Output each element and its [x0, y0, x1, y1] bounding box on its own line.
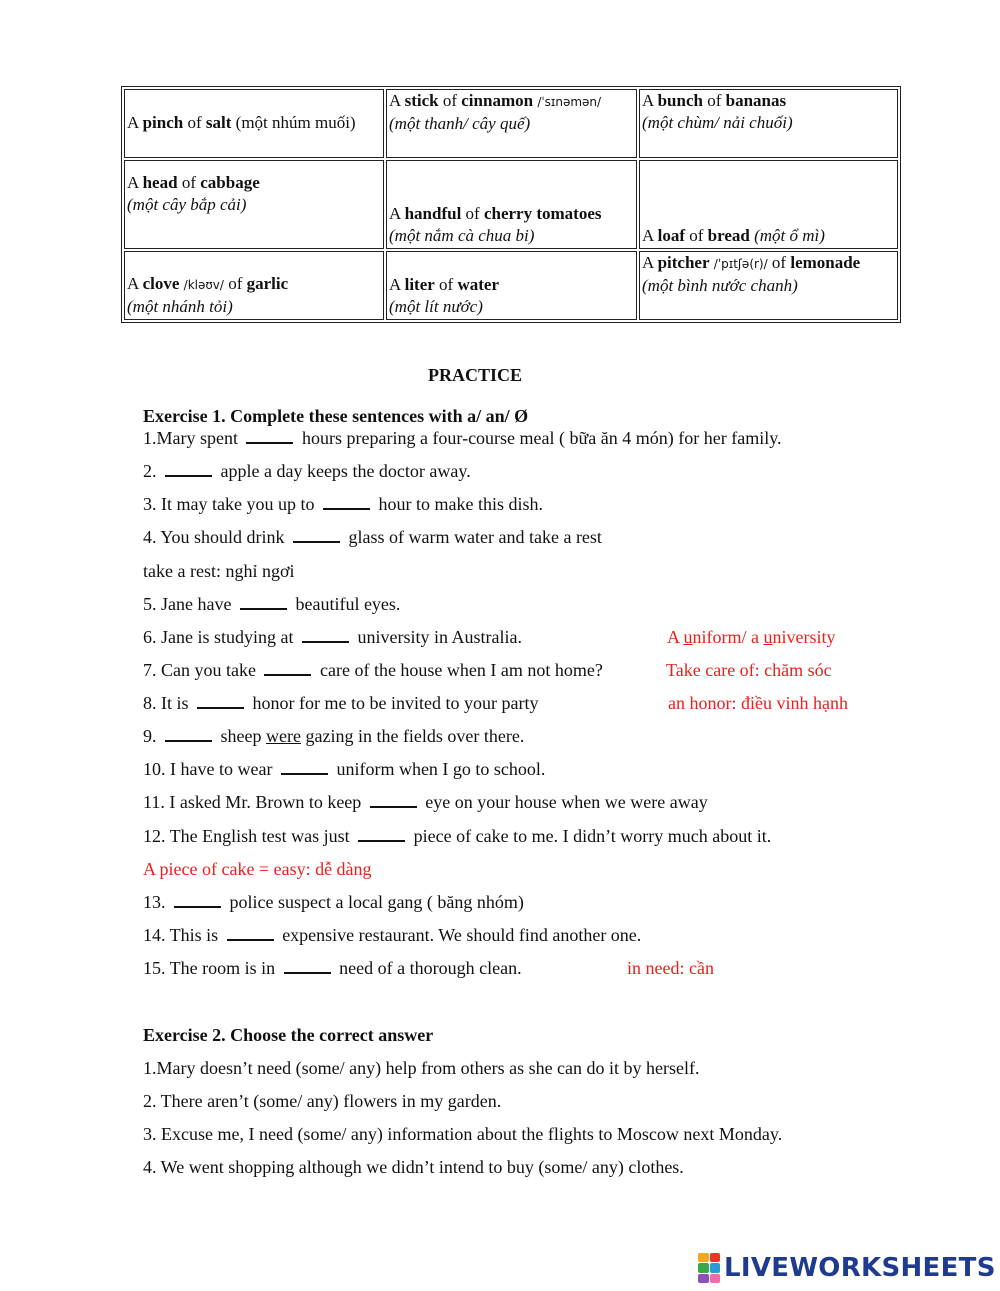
cell-article: A [389, 204, 405, 223]
note-piece-of-cake: A piece of cake = easy: dễ dàng [143, 859, 372, 879]
cell-translation: (một chùm/ nải chuối) [642, 113, 793, 132]
exercise2-sentence-2: 2. There aren’t (some/ any) flowers in my garden. [143, 1091, 502, 1111]
answer-blank[interactable] [293, 527, 340, 543]
table-cell [386, 160, 637, 249]
answer-blank[interactable] [165, 726, 212, 742]
table-cell [639, 251, 898, 320]
table-cell [386, 89, 637, 158]
cell-article: A [642, 253, 658, 272]
cell-article: A [127, 173, 143, 192]
exercise1-sentence-11: 11. I asked Mr. Brown to keep eye on your house when we were away [143, 792, 708, 812]
note-take-care: Take care of: chăm sóc [666, 660, 832, 680]
exercise1-note-rest: take a rest: nghỉ ngơi [143, 561, 295, 581]
answer-blank[interactable] [246, 428, 293, 444]
cell-translation: (một bình nước chanh) [642, 276, 798, 295]
answer-blank[interactable] [227, 925, 274, 941]
table-cell [386, 251, 637, 320]
exercise1-sentence-5: 5. Jane have beautiful eyes. [143, 594, 401, 614]
cell-ipa: /kləʊv/ [183, 278, 224, 292]
cell-noun: cherry tomatoes [483, 204, 602, 223]
cell-noun: cabbage [200, 173, 260, 192]
exercise1-sentence-4: 4. You should drink glass of warm water and take a rest [143, 527, 602, 547]
exercise1-sentence-14: 14. This is expensive restaurant. We should find another one. [143, 925, 642, 945]
table-cell [639, 89, 898, 158]
cell-noun: bananas [725, 91, 787, 110]
cell-noun: bread [707, 226, 750, 245]
exercise1-sentence-2: 2. apple a day keeps the doctor away. [143, 461, 471, 481]
exercise1-sentence-15: 15. The room is in need of a thorough clean. [143, 958, 522, 978]
cell-measure-word: head [142, 173, 178, 192]
cell-of: of [183, 113, 206, 132]
answer-blank[interactable] [323, 494, 370, 510]
practice-title: PRACTICE [427, 365, 522, 385]
cell-of: of [461, 204, 484, 223]
cell-translation: (một ổ mì) [749, 226, 825, 245]
cell-of: of [702, 91, 726, 110]
cell-noun: cinnamon [461, 91, 534, 110]
cell-measure-word: stick [404, 91, 439, 110]
cell-measure-word: liter [404, 275, 435, 294]
cell-translation: (một nhánh tỏi) [127, 297, 233, 316]
cell-measure-word: bunch [657, 91, 703, 110]
cell-of: of [223, 274, 247, 293]
cell-measure-word: clove [142, 274, 180, 293]
table-row [124, 89, 898, 158]
exercise2-heading: Exercise 2. Choose the correct answer [143, 1025, 434, 1045]
cell-article: A [389, 275, 405, 294]
cell-ipa: /ˈpɪtʃə(r)/ [713, 257, 768, 271]
exercise1-sentence-13: 13. police suspect a local gang ( băng nhóm) [143, 892, 524, 912]
cell-measure-word: pitcher [657, 253, 710, 272]
answer-blank[interactable] [174, 892, 221, 908]
logo-text: LIVEWORKSHEETS [724, 1253, 996, 1283]
note-uniform-university: A uniform/ a university [667, 627, 836, 647]
answer-blank[interactable] [165, 461, 212, 477]
exercise1-sentence-6: 6. Jane is studying at university in Australia. [143, 627, 522, 647]
table-cell [124, 89, 384, 158]
answer-blank[interactable] [358, 826, 405, 842]
exercise1-heading: Exercise 1. Complete these sentences with a/ an/ Ø [143, 406, 529, 426]
cell-ipa: /ˈsɪnəmən/ [537, 95, 602, 109]
answer-blank[interactable] [281, 759, 328, 775]
answer-blank[interactable] [240, 594, 287, 610]
answer-blank[interactable] [370, 792, 417, 808]
answer-blank[interactable] [284, 958, 331, 974]
cell-translation: (một nhúm muối) [231, 113, 356, 132]
cell-article: A [642, 226, 658, 245]
exercise2-sentence-1: 1.Mary doesn’t need (some/ any) help from others as she can do it by herself. [143, 1058, 700, 1078]
cell-noun: water [457, 275, 499, 294]
exercise1-sentence-9: 9. sheep were gazing in the fields over there. [143, 726, 525, 746]
table-cell [124, 251, 384, 320]
vocabulary-table [121, 86, 901, 323]
table-cell [124, 160, 384, 249]
cell-of: of [434, 275, 458, 294]
exercise2-sentence-3: 3. Excuse me, I need (some/ any) information about the flights to Moscow next Monday. [143, 1124, 783, 1144]
answer-blank[interactable] [197, 693, 244, 709]
exercise1-sentence-7: 7. Can you take care of the house when I am not home? [143, 660, 603, 680]
cell-translation: (một cây bắp cải) [127, 195, 247, 214]
cell-article: A [389, 91, 405, 110]
exercise1-sentence-8: 8. It is honor for me to be invited to your party [143, 693, 539, 713]
cell-translation: (một nắm cà chua bi) [389, 226, 535, 245]
cell-of: of [177, 173, 201, 192]
cell-translation: (một thanh/ cây quế) [389, 114, 531, 133]
cell-measure-word: pinch [142, 113, 184, 132]
cell-of: of [684, 226, 708, 245]
answer-blank[interactable] [302, 627, 349, 643]
liveworksheets-icon [698, 1253, 720, 1283]
note-honor: an honor: điều vinh hạnh [668, 693, 848, 713]
exercise2-sentence-4: 4. We went shopping although we didn’t intend to buy (some/ any) clothes. [143, 1157, 684, 1177]
cell-of: of [767, 253, 791, 272]
liveworksheets-logo[interactable] [698, 1253, 996, 1283]
exercise1-sentence-3: 3. It may take you up to hour to make this dish. [143, 494, 543, 514]
cell-noun: lemonade [790, 253, 861, 272]
cell-noun: garlic [246, 274, 289, 293]
table-cell [639, 160, 898, 249]
cell-article: A [127, 274, 143, 293]
cell-article: A [127, 113, 143, 132]
cell-of: of [438, 91, 462, 110]
cell-measure-word: loaf [657, 226, 685, 245]
cell-article: A [642, 91, 658, 110]
answer-blank[interactable] [264, 660, 311, 676]
cell-translation: (một lít nước) [389, 297, 483, 316]
table-row [124, 251, 898, 320]
exercise1-sentence-12: 12. The English test was just piece of cake to me. I didn’t worry much about it. [143, 826, 772, 846]
note-in-need: in need: cần [627, 958, 714, 978]
exercise1-sentence-10: 10. I have to wear uniform when I go to school. [143, 759, 546, 779]
cell-noun: salt [205, 113, 232, 132]
table-row [124, 160, 898, 249]
cell-measure-word: handful [404, 204, 462, 223]
exercise1-sentence-1: 1.Mary spent hours preparing a four-course meal ( bữa ăn 4 món) for her family. [143, 428, 782, 448]
